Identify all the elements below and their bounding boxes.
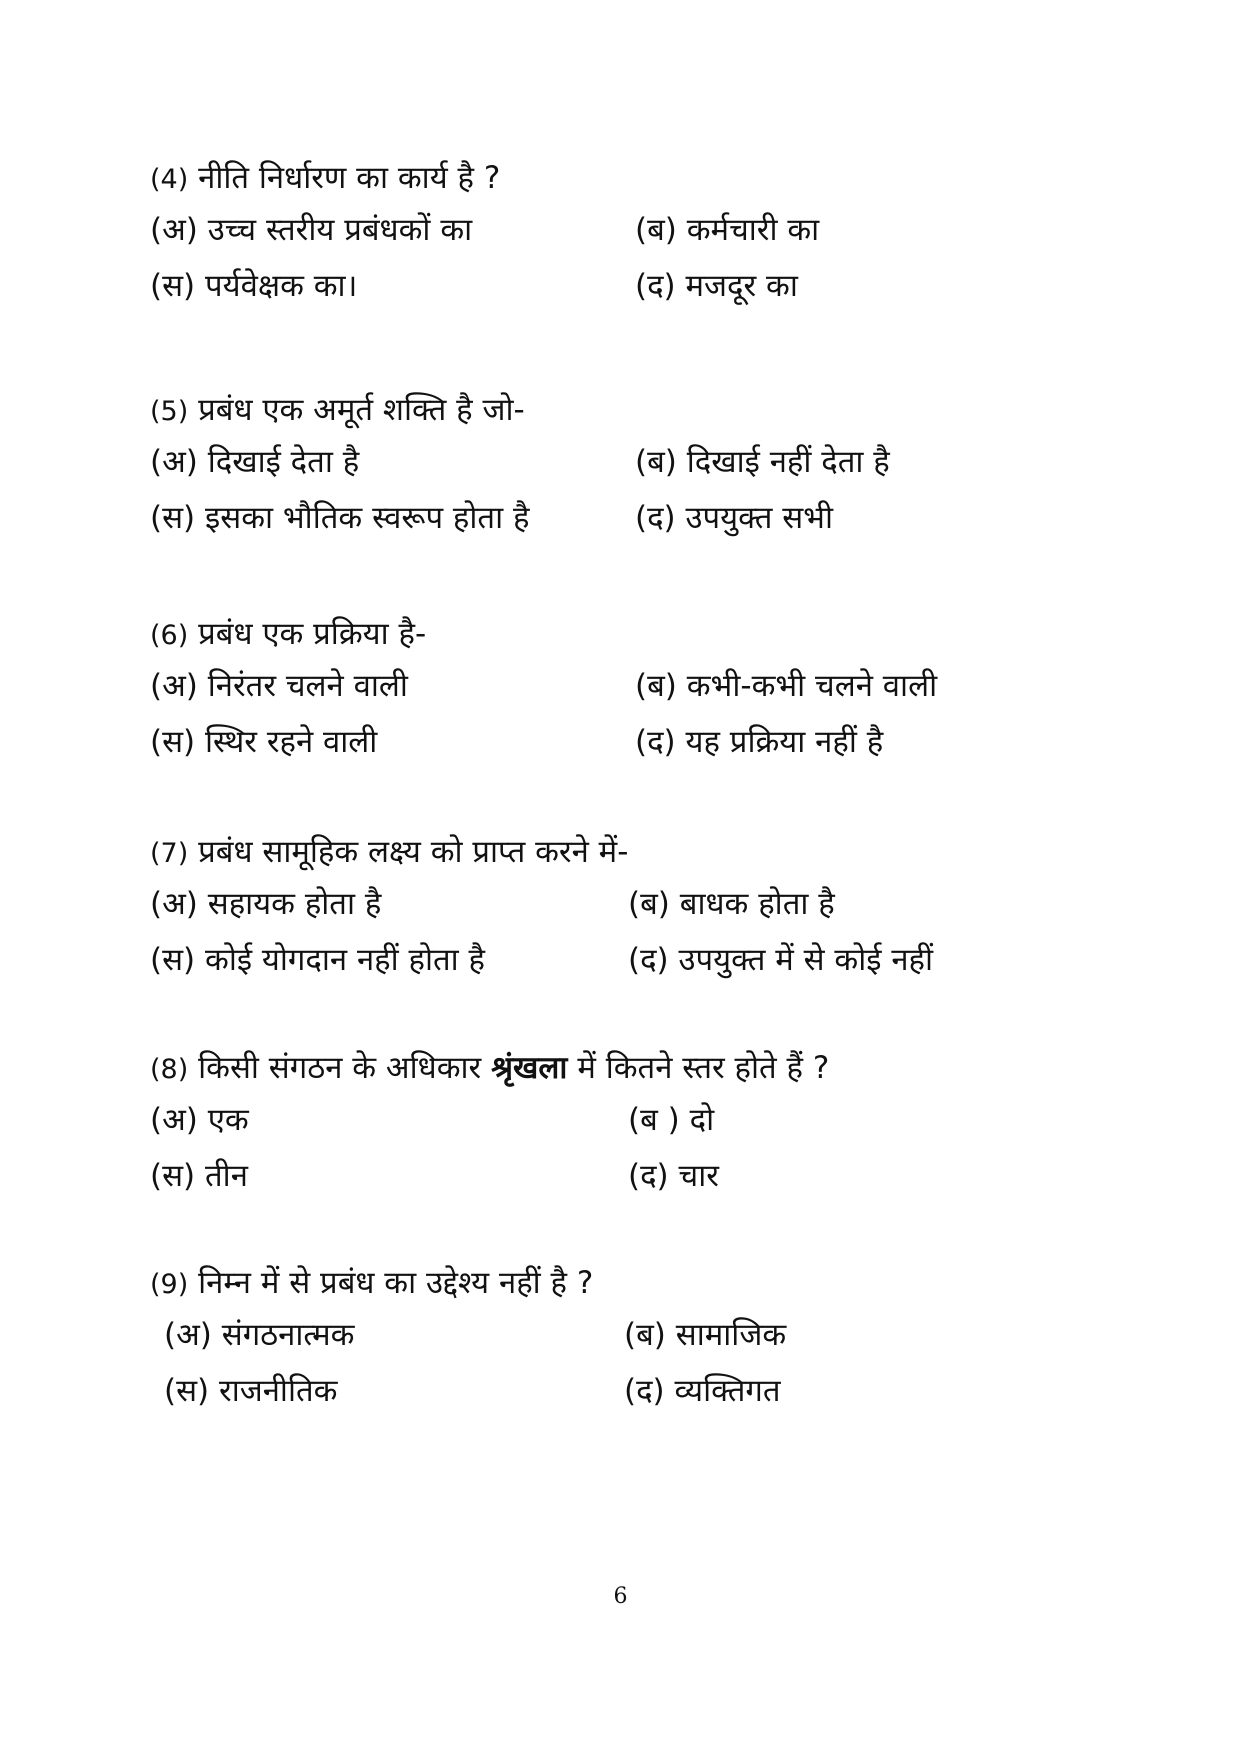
option-text: कर्मचारी का	[686, 212, 820, 248]
option-text: मजदूर का	[685, 268, 798, 304]
option-text: राजनीतिक	[219, 1373, 338, 1409]
option-row	[150, 710, 1090, 766]
option-row	[150, 1144, 1090, 1200]
option-b	[628, 1100, 714, 1140]
option-text: पर्यवेक्षक का।	[205, 268, 358, 304]
question-stem-before: किसी संगठन के अधिकार	[198, 1050, 482, 1086]
option-a	[150, 666, 408, 706]
option-row	[150, 198, 1090, 254]
option-a	[150, 884, 381, 924]
option-c	[150, 1156, 248, 1196]
option-label: (अ)	[150, 212, 198, 248]
option-text: दो	[689, 1102, 715, 1138]
option-text: सहायक होता है	[207, 886, 382, 922]
option-text: व्यक्तिगत	[674, 1373, 781, 1409]
option-text: चार	[678, 1158, 719, 1194]
option-label: (ब)	[635, 444, 677, 480]
question-stem-after: में कितने स्तर होते हैं ?	[577, 1050, 830, 1086]
option-text: इसका भौतिक स्वरूप होता है	[205, 500, 530, 536]
option-label: (ब)	[628, 886, 670, 922]
option-label: (द)	[628, 1158, 669, 1194]
option-a	[150, 1100, 249, 1140]
option-a	[150, 442, 359, 482]
option-label: (स)	[150, 1158, 196, 1194]
option-c	[150, 498, 529, 538]
question-9	[150, 1263, 1090, 1415]
option-text: उपयुक्त में से कोई नहीं	[678, 942, 934, 978]
question-text	[150, 614, 1090, 654]
option-c	[164, 1371, 337, 1411]
option-b	[635, 210, 819, 250]
option-row	[150, 1359, 1090, 1415]
option-text: बाधक होता है	[679, 886, 835, 922]
option-text: निरंतर चलने वाली	[207, 668, 408, 704]
option-label: (स)	[150, 724, 196, 760]
question-number: (9)	[150, 1269, 189, 1300]
option-text: तीन	[205, 1158, 248, 1194]
question-stem: प्रबंध एक प्रक्रिया है-	[198, 616, 427, 652]
option-label: (द)	[628, 942, 669, 978]
option-label: (द)	[635, 268, 676, 304]
option-text: उपयुक्त सभी	[685, 500, 834, 536]
option-text: कभी-कभी चलने वाली	[686, 668, 938, 704]
option-row	[150, 872, 1090, 928]
option-c	[150, 722, 377, 762]
option-label: (अ)	[150, 1102, 198, 1138]
option-c	[150, 266, 357, 306]
option-a	[164, 1315, 354, 1355]
question-text	[150, 1048, 1090, 1088]
question-text	[150, 832, 1090, 872]
question-number: (7)	[150, 838, 189, 869]
question-8	[150, 1048, 1090, 1200]
option-a	[150, 210, 472, 250]
option-label: (ब)	[624, 1317, 666, 1353]
option-row	[150, 1088, 1090, 1144]
option-label: (द)	[635, 500, 676, 536]
option-c	[150, 940, 485, 980]
question-5	[150, 390, 1090, 542]
question-number: (5)	[150, 396, 189, 427]
option-row	[150, 928, 1090, 984]
option-label: (ब)	[635, 212, 677, 248]
option-row	[150, 254, 1090, 310]
option-label: (स)	[164, 1373, 210, 1409]
option-b	[628, 884, 835, 924]
question-number: (6)	[150, 620, 189, 651]
question-stem-emphasis: श्रृंखला	[491, 1050, 568, 1086]
option-d	[624, 1371, 781, 1411]
option-text: स्थिर रहने वाली	[205, 724, 378, 760]
option-b	[624, 1315, 786, 1355]
option-text: कोई योगदान नहीं होता है	[205, 942, 485, 978]
option-label: (अ)	[150, 886, 198, 922]
question-stem: प्रबंध सामूहिक लक्ष्य को प्राप्त करने में-	[198, 834, 629, 870]
question-number: (4)	[150, 164, 189, 195]
question-stem: नीति निर्धारण का कार्य है ?	[198, 160, 501, 196]
option-label: (द)	[624, 1373, 665, 1409]
option-label: (ब)	[635, 668, 677, 704]
question-stem: निम्न में से प्रबंध का उद्देश्य नहीं है ?	[198, 1265, 594, 1301]
option-label: (स)	[150, 500, 196, 536]
option-label: (द)	[635, 724, 676, 760]
option-d	[628, 1156, 719, 1196]
question-text	[150, 390, 1090, 430]
option-text: यह प्रक्रिया नहीं है	[685, 724, 884, 760]
option-b	[635, 442, 890, 482]
question-6	[150, 614, 1090, 766]
option-row	[150, 1303, 1090, 1359]
question-7	[150, 832, 1090, 984]
option-text: एक	[207, 1102, 249, 1138]
option-b	[635, 666, 937, 706]
question-text	[150, 1263, 1090, 1303]
option-label: (अ)	[150, 668, 198, 704]
option-label: (अ)	[150, 444, 198, 480]
option-d	[635, 722, 883, 762]
option-text: संगठनात्मक	[221, 1317, 355, 1353]
option-text: दिखाई देता है	[207, 444, 360, 480]
option-d	[628, 940, 933, 980]
option-row	[150, 486, 1090, 542]
option-label: (ब )	[628, 1102, 680, 1138]
option-d	[635, 498, 833, 538]
option-row	[150, 430, 1090, 486]
question-stem: प्रबंध एक अमूर्त शक्ति है जो-	[198, 392, 525, 428]
option-d	[635, 266, 798, 306]
option-row	[150, 654, 1090, 710]
option-label: (अ)	[164, 1317, 212, 1353]
question-number: (8)	[150, 1054, 189, 1085]
option-text: उच्च स्तरीय प्रबंधकों का	[207, 212, 473, 248]
page-number: 6	[613, 1584, 628, 1609]
question-text	[150, 158, 1090, 198]
option-label: (स)	[150, 942, 196, 978]
option-text: दिखाई नहीं देता है	[686, 444, 890, 480]
option-text: सामाजिक	[675, 1317, 787, 1353]
question-4	[150, 158, 1090, 310]
option-label: (स)	[150, 268, 196, 304]
